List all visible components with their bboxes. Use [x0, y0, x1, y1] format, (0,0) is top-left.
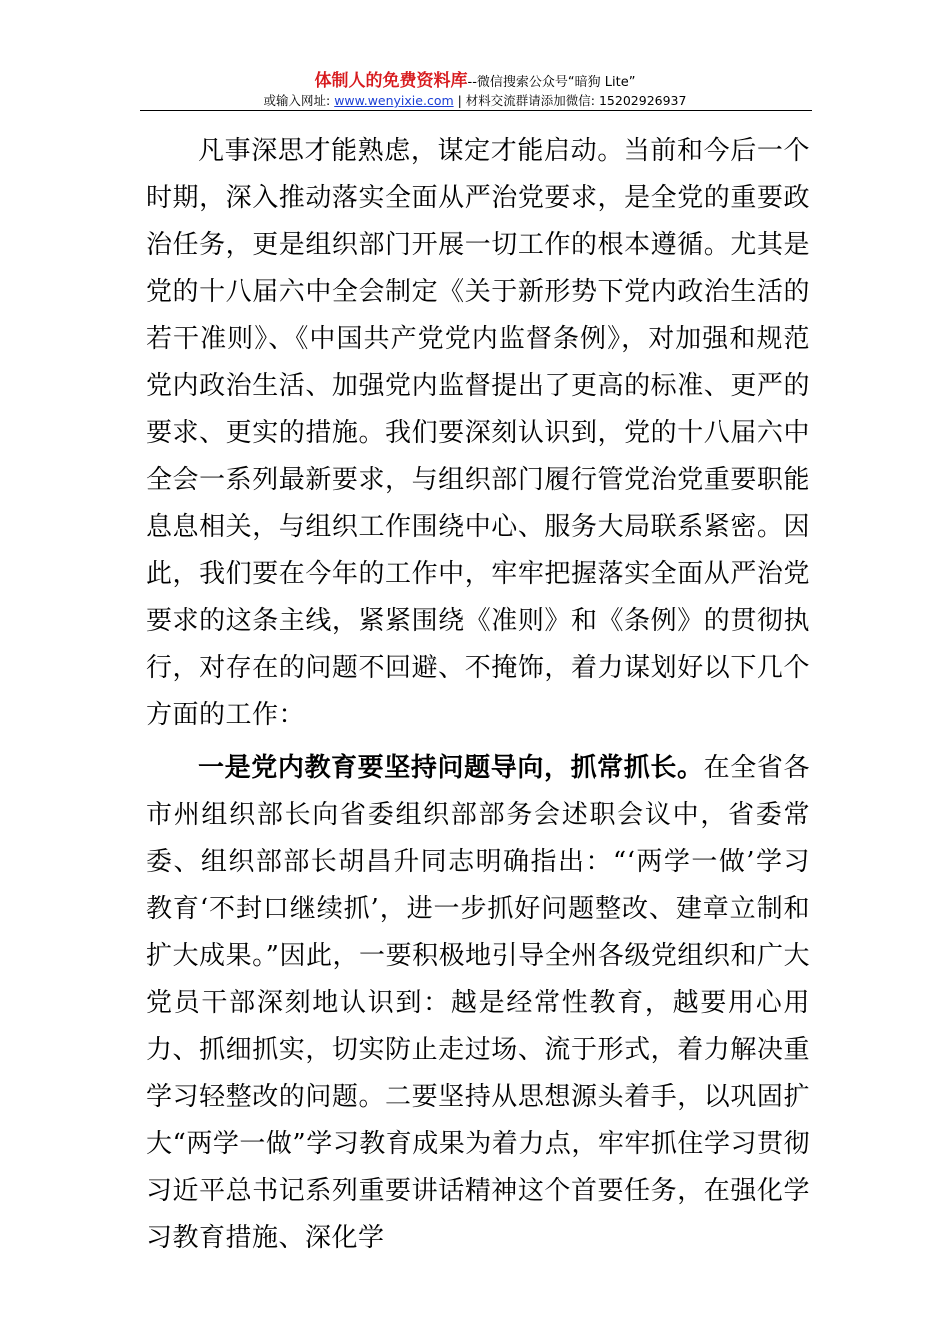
- paragraph-education-text: 在全省各市州组织部长向省委组织部部务会述职会议中，省委常委、组织部部长胡昌升同志明确指出：“‘两学一做’学习教育‘不封口继续抓’，进一步抓好问题整改、建章立制和扩大成果。”因此，一要积极地引导全州各级党组织和广大党员干部深刻地认识到：越是经常性教育，越要用心用力、抓细抓实，切实防止走过场、流于形式，着力解决重学习轻整改的问题。二要坚持从思想源头着手，以巩固扩大“两学一做”学习教育成果为着力点，牢牢抓住学习贯彻习近平总书记系列重要讲话精神这个首要任务，在强化学习教育措施、深化学: [146, 753, 810, 1253]
- header-contact: [0, 91, 950, 109]
- document-body: [146, 128, 810, 1262]
- header-banner: [0, 66, 950, 91]
- header-wechat: | 材料交流群请添加微信: 15202926937: [453, 93, 687, 108]
- header-title: 体制人的免费资料库: [314, 71, 468, 91]
- header-subtitle: --微信搜索公众号“暗狗 Lite”: [467, 75, 636, 90]
- header-url-prefix: 或输入网址:: [263, 93, 335, 108]
- paragraph-education-lead: 一是党内教育要坚持问题导向，抓常抓长。: [198, 753, 704, 783]
- paragraph-intro: 凡事深思才能熟虑，谋定才能启动。当前和今后一个时期，深入推动落实全面从严治党要求，是全党的重要政治任务，更是组织部门开展一切工作的根本遵循。尤其是党的十八届六中全会制定《关于新形势下党内政治生活的若干准则》、《中国共产党党内监督条例》，对加强和规范党内政治生活、加强党内监督提出了更高的标准、更严的要求、更实的措施。我们要深刻认识到，党的十八届六中全会一系列最新要求，与组织部门履行管党治党重要职能息息相关，与组织工作围绕中心、服务大局联系紧密。因此，我们要在今年的工作中，牢牢把握落实全面从严治党要求的这条主线，紧紧围绕《准则》和《条例》的贯彻执行，对存在的问题不回避、不掩饰，着力谋划好以下几个方面的工作：: [146, 136, 810, 730]
- header-divider: [140, 110, 812, 111]
- website-link[interactable]: www.wenyixie.com: [334, 93, 454, 108]
- paragraph-education: [146, 745, 810, 1262]
